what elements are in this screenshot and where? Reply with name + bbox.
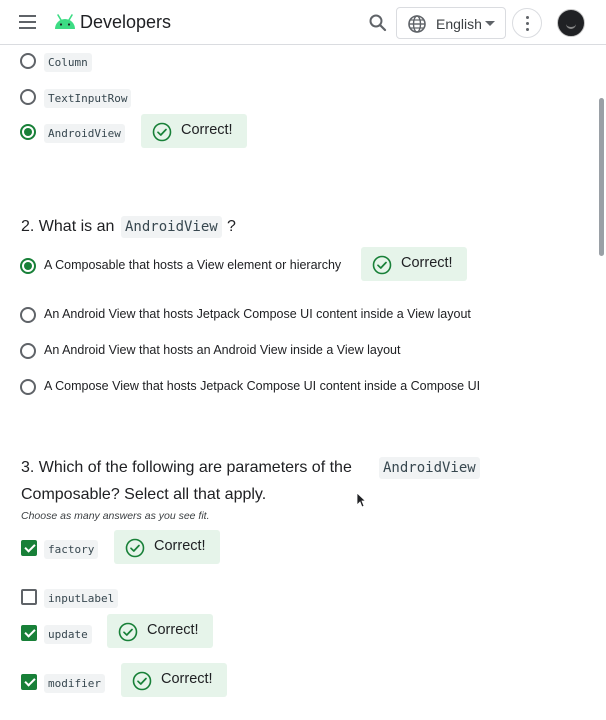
search-icon[interactable] — [368, 13, 388, 33]
q2-radio-4[interactable] — [20, 379, 36, 395]
q2-title-prefix: 2. What is an — [21, 218, 115, 235]
q1-correct-badge — [141, 114, 247, 148]
q2-radio-3[interactable] — [20, 343, 36, 359]
check-circle-icon — [125, 538, 145, 563]
q1-radio-column[interactable] — [20, 53, 36, 69]
check-circle-icon — [152, 122, 172, 147]
q3-option-factory[interactable]: factory — [44, 540, 98, 559]
q3-factory-correct-badge — [114, 530, 220, 564]
q2-radio-1[interactable] — [20, 258, 36, 274]
scrollbar-thumb[interactable] — [599, 98, 604, 256]
q3-checkbox-inputlabel[interactable] — [21, 589, 37, 605]
q3-title-line2: Composable? Select all that apply. — [21, 486, 267, 503]
q1-radio-textinputrow[interactable] — [20, 89, 36, 105]
q2-option-2[interactable]: An Android View that hosts Jetpack Compose UI content inside a View layout — [44, 307, 471, 321]
correct-label: Correct! — [161, 671, 213, 687]
q2-title-code: AndroidView — [121, 216, 222, 238]
q2-correct-badge — [361, 247, 467, 281]
language-label: English — [436, 16, 482, 32]
correct-label: Correct! — [401, 255, 453, 271]
q2-option-4[interactable]: A Compose View that hosts Jetpack Compose UI content inside a Compose UI — [44, 379, 481, 393]
menu-icon[interactable] — [18, 13, 38, 31]
check-circle-icon — [132, 671, 152, 696]
q3-update-correct-badge — [107, 614, 213, 648]
correct-label: Correct! — [154, 538, 206, 554]
q3-modifier-correct-badge — [121, 663, 227, 697]
brand-title[interactable]: Developers — [80, 12, 172, 32]
q3-title-code: AndroidView — [379, 457, 480, 479]
avatar[interactable] — [557, 9, 585, 37]
q3-checkbox-modifier[interactable] — [21, 674, 37, 690]
more-vert-icon[interactable] — [512, 8, 542, 38]
q2-option-3[interactable]: An Android View that hosts an Android View inside a View layout — [44, 343, 401, 357]
q3-option-update[interactable]: update — [44, 625, 92, 644]
correct-label: Correct! — [181, 122, 233, 138]
q1-option-column[interactable]: Column — [44, 53, 92, 72]
q1-option-textinputrow[interactable]: TextInputRow — [44, 89, 131, 108]
q1-radio-androidview[interactable] — [20, 124, 36, 140]
q3-title-prefix: 3. Which of the following are parameters of the — [21, 459, 352, 476]
q3-checkbox-update[interactable] — [21, 625, 37, 641]
check-circle-icon — [372, 255, 392, 280]
caret-down-icon — [485, 21, 495, 26]
language-selector[interactable] — [396, 7, 506, 39]
q1-option-androidview[interactable]: AndroidView — [44, 124, 125, 143]
q2-radio-2[interactable] — [20, 307, 36, 323]
correct-label: Correct! — [147, 622, 199, 638]
android-logo-icon[interactable] — [53, 12, 77, 35]
q3-option-inputlabel[interactable]: inputLabel — [44, 589, 118, 608]
q2-title-suffix: ? — [227, 218, 236, 235]
check-circle-icon — [118, 622, 138, 647]
top-app-bar — [0, 0, 606, 45]
q3-hint: Choose as many answers as you see fit. — [21, 510, 210, 522]
q3-checkbox-factory[interactable] — [21, 540, 37, 556]
q3-option-modifier[interactable]: modifier — [44, 674, 105, 693]
globe-icon — [407, 14, 427, 39]
mouse-pointer-icon — [356, 492, 366, 513]
q2-option-1[interactable]: A Composable that hosts a View element or hierarchy — [44, 258, 342, 272]
